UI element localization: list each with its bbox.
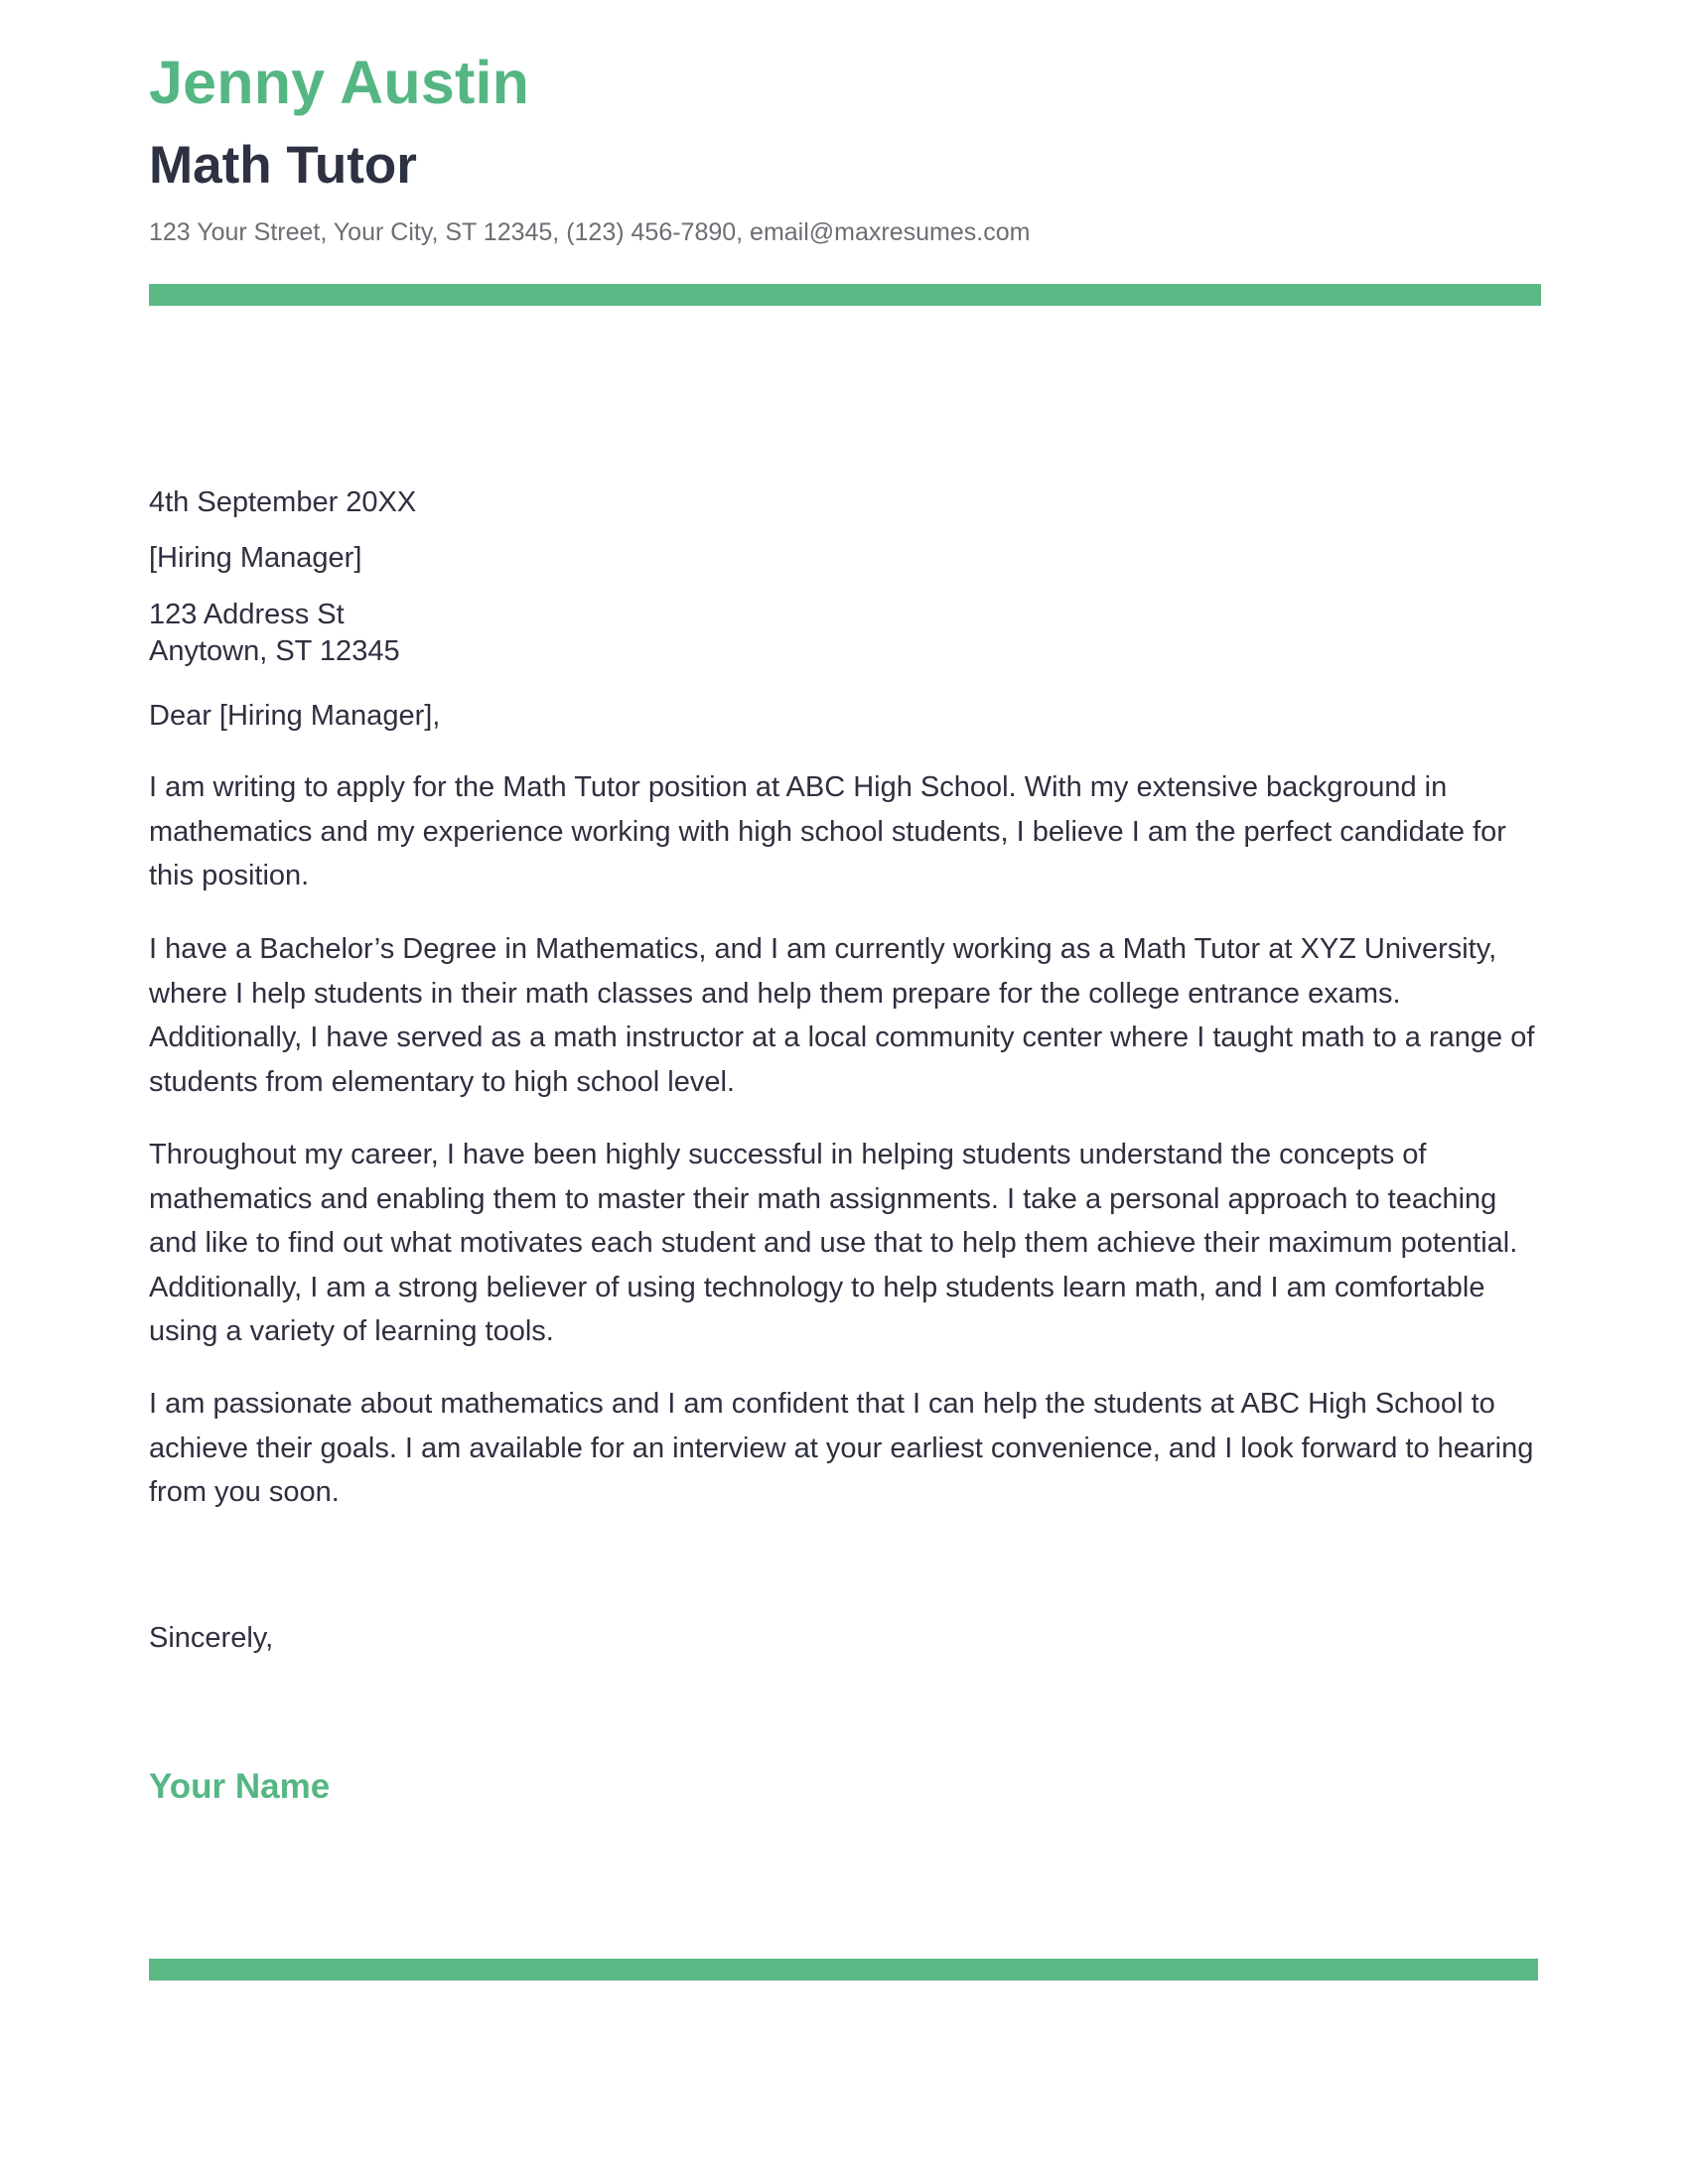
job-title: Math Tutor	[149, 136, 417, 195]
applicant-name: Jenny Austin	[149, 49, 530, 116]
recipient-address-line-2: Anytown, ST 12345	[149, 635, 400, 667]
footer-divider	[149, 1959, 1538, 1980]
body-paragraph-4: I am passionate about mathematics and I am confident that I can help the students at ABC High School to achieve their goals. I am available for an interview at your earliest convenience, and I look forward to hearing from you soon.	[149, 1388, 1534, 1508]
salutation: Dear [Hiring Manager],	[149, 700, 441, 732]
closing: Sincerely,	[149, 1622, 274, 1654]
contact-info: 123 Your Street, Your City, ST 12345, (123) 456-7890, email@maxresumes.com	[149, 218, 1031, 246]
recipient-address-line-1: 123 Address St	[149, 599, 345, 630]
header-divider	[149, 284, 1541, 306]
body-paragraph-2: I have a Bachelor’s Degree in Mathematics, and I am currently working as a Math Tutor at XYZ University, where I help students in their math classes and help them prepare for the college entrance exams. Additionally, I have served as a math instructor at a local community center where I taught math to a range of students from elementary to high school level.	[149, 933, 1535, 1098]
body-paragraph-3: Throughout my career, I have been highly successful in helping students understand the concepts of mathematics and enabling them to master their math assignments. I take a personal approach to teaching and like to find out what motivates each student and use that to help them achieve their maximum potential. Additionally, I am a strong believer of using technology to help students learn math, and I am comfortable using a variety of learning tools.	[149, 1139, 1518, 1347]
signature-name: Your Name	[149, 1767, 331, 1806]
cover-letter-page	[149, 0, 1539, 2184]
body-paragraph-1: I am writing to apply for the Math Tutor position at ABC High School. With my extensive background in mathematics and my experience working with high school students, I believe I am the perfect candidate for this position.	[149, 771, 1506, 891]
letter-date: 4th September 20XX	[149, 486, 417, 518]
recipient-name: [Hiring Manager]	[149, 542, 362, 574]
